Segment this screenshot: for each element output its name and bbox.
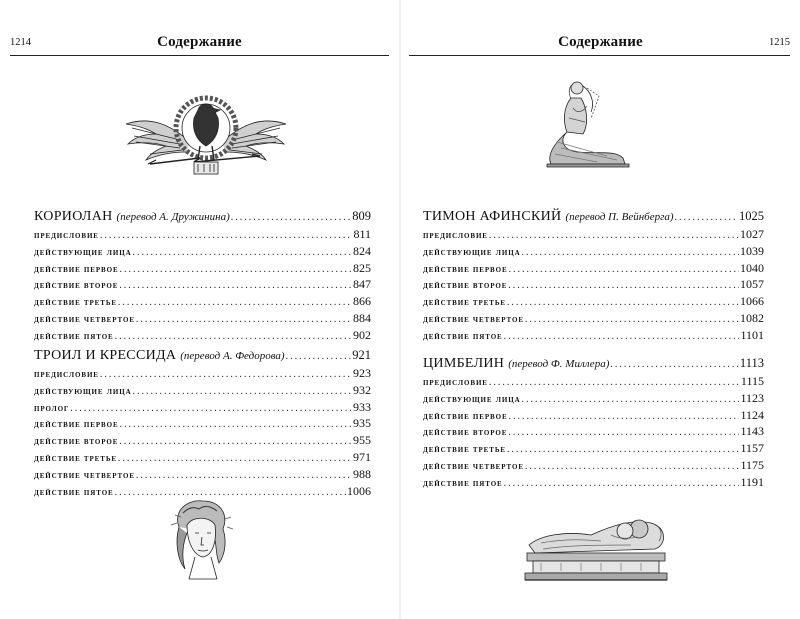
toc-section-timon (423, 207, 764, 344)
toc-entry[interactable] (423, 243, 764, 260)
page-ref: 1175 (740, 457, 764, 472)
entry-label: пролог (34, 402, 70, 414)
toc-entry[interactable] (34, 293, 371, 310)
translator: (перевод А. Дружинина) (116, 211, 230, 223)
leader-dots (504, 476, 740, 491)
toc-entry[interactable] (34, 399, 371, 416)
entry-label: предисловие (34, 369, 99, 380)
toc-entry[interactable] (34, 226, 371, 243)
page-ref: 1115 (740, 374, 764, 388)
leader-dots (119, 278, 352, 293)
page-ref: 1101 (740, 327, 764, 342)
page-ref: 1143 (740, 424, 764, 439)
play-title: ТРОИЛ И КРЕССИДА (34, 348, 177, 363)
leader-dots (507, 295, 739, 310)
running-head: Содержание (157, 34, 242, 50)
leader-dots (133, 245, 352, 260)
toc-entry[interactable] (423, 373, 764, 390)
toc-entry[interactable] (34, 327, 371, 344)
leader-dots (136, 312, 352, 327)
entry-label: действие третье (34, 297, 117, 309)
play-title: КОРИОЛАН (34, 209, 113, 224)
leader-dots (136, 468, 352, 483)
toc-entry[interactable] (423, 327, 764, 344)
left-page (0, 0, 399, 619)
entry-label: действие пятое (423, 477, 503, 489)
page-ref: 1066 (740, 294, 764, 309)
woman-portrait-engraving-illustration (165, 497, 237, 581)
translator: (перевод Ф. Миллера) (508, 358, 610, 370)
entry-label: действующие лица (34, 246, 132, 258)
translator: (перевод А. Федорова) (180, 350, 285, 362)
leader-dots (286, 347, 352, 365)
header-rule (409, 55, 790, 56)
play-title: ЦИМБЕЛИН (423, 356, 505, 371)
page-ref: 955 (353, 433, 371, 448)
toc-entry[interactable] (34, 466, 371, 483)
leader-dots (525, 459, 740, 474)
leader-dots (525, 312, 739, 327)
page-ref: 1157 (740, 441, 764, 456)
entry-label: действие первое (34, 419, 119, 431)
page-ref: 1025 (739, 209, 764, 223)
leader-dots (120, 417, 352, 432)
page-ref: 932 (353, 382, 371, 397)
leader-dots (508, 278, 739, 293)
page-ref: 866 (353, 294, 371, 309)
toc-entry[interactable] (423, 310, 764, 327)
eagle-engraving-illustration (120, 84, 292, 184)
page-ref: 1123 (740, 390, 764, 405)
entry-label: действие третье (34, 452, 117, 464)
page-ref: 988 (353, 466, 371, 481)
toc-play-title-line[interactable] (34, 346, 371, 365)
leader-dots (489, 228, 739, 243)
leader-dots (509, 262, 739, 277)
page-ref: 824 (353, 243, 371, 258)
leader-dots (100, 228, 353, 243)
page-number: 1214 (10, 37, 31, 48)
leader-dots (675, 208, 738, 226)
page-ref: 1057 (740, 277, 764, 292)
right-page (401, 0, 800, 619)
page-ref: 1191 (740, 474, 764, 489)
toc-play-title-line[interactable] (423, 207, 764, 226)
toc-play-title-line[interactable] (34, 207, 371, 226)
entry-label: действие второе (34, 436, 119, 448)
entry-label: действующие лица (423, 393, 521, 405)
page-ref: 902 (353, 327, 371, 342)
toc-entry[interactable] (423, 474, 764, 491)
play-title: ТИМОН АФИНСКИЙ (423, 209, 562, 224)
entry-label: предисловие (423, 230, 488, 241)
page-ref: 971 (353, 449, 371, 464)
translator: (перевод П. Вейнберга) (565, 211, 674, 223)
toc-entry[interactable] (423, 276, 764, 293)
entry-label: действие второе (423, 280, 508, 292)
entry-label: действующие лица (423, 246, 521, 258)
leader-dots (120, 262, 352, 277)
page-ref: 1039 (740, 243, 764, 258)
toc-entry[interactable] (34, 365, 371, 382)
page-ref: 923 (353, 366, 371, 380)
seated-woman-engraving-illustration (537, 78, 635, 168)
entry-label: действие четвертое (423, 460, 524, 472)
leader-dots (70, 401, 352, 416)
toc-entry[interactable] (423, 440, 764, 457)
toc-entry[interactable] (34, 276, 371, 293)
leader-dots (115, 329, 352, 344)
page-ref: 935 (353, 416, 371, 431)
entry-label: действие третье (423, 444, 506, 456)
toc-entry[interactable] (34, 449, 371, 466)
leader-dots (522, 392, 740, 407)
leader-dots (231, 208, 352, 226)
page-ref: 825 (353, 260, 371, 275)
toc-entry[interactable] (423, 423, 764, 440)
toc-entry[interactable] (34, 415, 371, 432)
toc-entry[interactable] (423, 457, 764, 474)
toc-entry[interactable] (423, 390, 764, 407)
toc-entry[interactable] (34, 260, 371, 277)
toc-entry[interactable] (423, 260, 764, 277)
toc-entry[interactable] (423, 407, 764, 424)
leader-dots (100, 367, 352, 382)
running-head: Содержание (558, 34, 643, 50)
leader-dots (509, 409, 740, 424)
page-ref: 1027 (740, 227, 764, 241)
entry-label: действие второе (34, 280, 119, 292)
leader-dots (119, 434, 352, 449)
page-number: 1215 (769, 37, 790, 48)
leader-dots (489, 375, 740, 390)
leader-dots (118, 451, 352, 466)
toc-entry[interactable] (423, 293, 764, 310)
page-ref: 811 (353, 227, 371, 241)
page-ref: 933 (353, 399, 371, 414)
toc-section-coriolanus (34, 207, 371, 344)
toc-entry[interactable] (423, 226, 764, 243)
entry-label: действие второе (423, 427, 508, 439)
leader-dots (508, 425, 739, 440)
toc-section-cymbeline (423, 354, 764, 491)
entry-label: действие пятое (34, 486, 114, 498)
entry-label: действие первое (423, 410, 508, 422)
page-ref: 1040 (740, 260, 764, 275)
entry-label: действующие лица (34, 385, 132, 397)
entry-label: действие первое (423, 263, 508, 275)
entry-label: действие пятое (423, 330, 503, 342)
entry-label: действие четвертое (34, 469, 135, 481)
page-ref: 1006 (347, 483, 371, 498)
entry-label: предисловие (34, 230, 99, 241)
toc-section-troilus (34, 346, 371, 499)
leader-dots (610, 355, 739, 373)
page-ref: 884 (353, 310, 371, 325)
page-ref: 921 (352, 348, 371, 362)
leader-dots (504, 329, 740, 344)
entry-label: действие первое (34, 263, 119, 275)
page-ref: 1113 (739, 356, 764, 370)
entry-label: действие четвертое (423, 313, 524, 325)
toc-entry[interactable] (34, 310, 371, 327)
entry-label: действие пятое (34, 330, 114, 342)
entry-label: предисловие (423, 377, 488, 388)
reclining-figures-tomb-engraving-illustration (521, 505, 671, 585)
entry-label: действие четвертое (34, 313, 135, 325)
entry-label: действие третье (423, 297, 506, 309)
toc-entry[interactable] (34, 382, 371, 399)
page-ref: 847 (353, 277, 371, 292)
toc-entry[interactable] (34, 432, 371, 449)
toc-play-title-line[interactable] (423, 354, 764, 373)
leader-dots (507, 442, 740, 457)
page-ref: 1124 (740, 407, 764, 422)
page-ref: 809 (352, 209, 371, 223)
page-ref: 1082 (740, 310, 764, 325)
leader-dots (133, 384, 352, 399)
leader-dots (522, 245, 739, 260)
leader-dots (118, 295, 352, 310)
header-rule (10, 55, 389, 56)
toc-entry[interactable] (34, 243, 371, 260)
